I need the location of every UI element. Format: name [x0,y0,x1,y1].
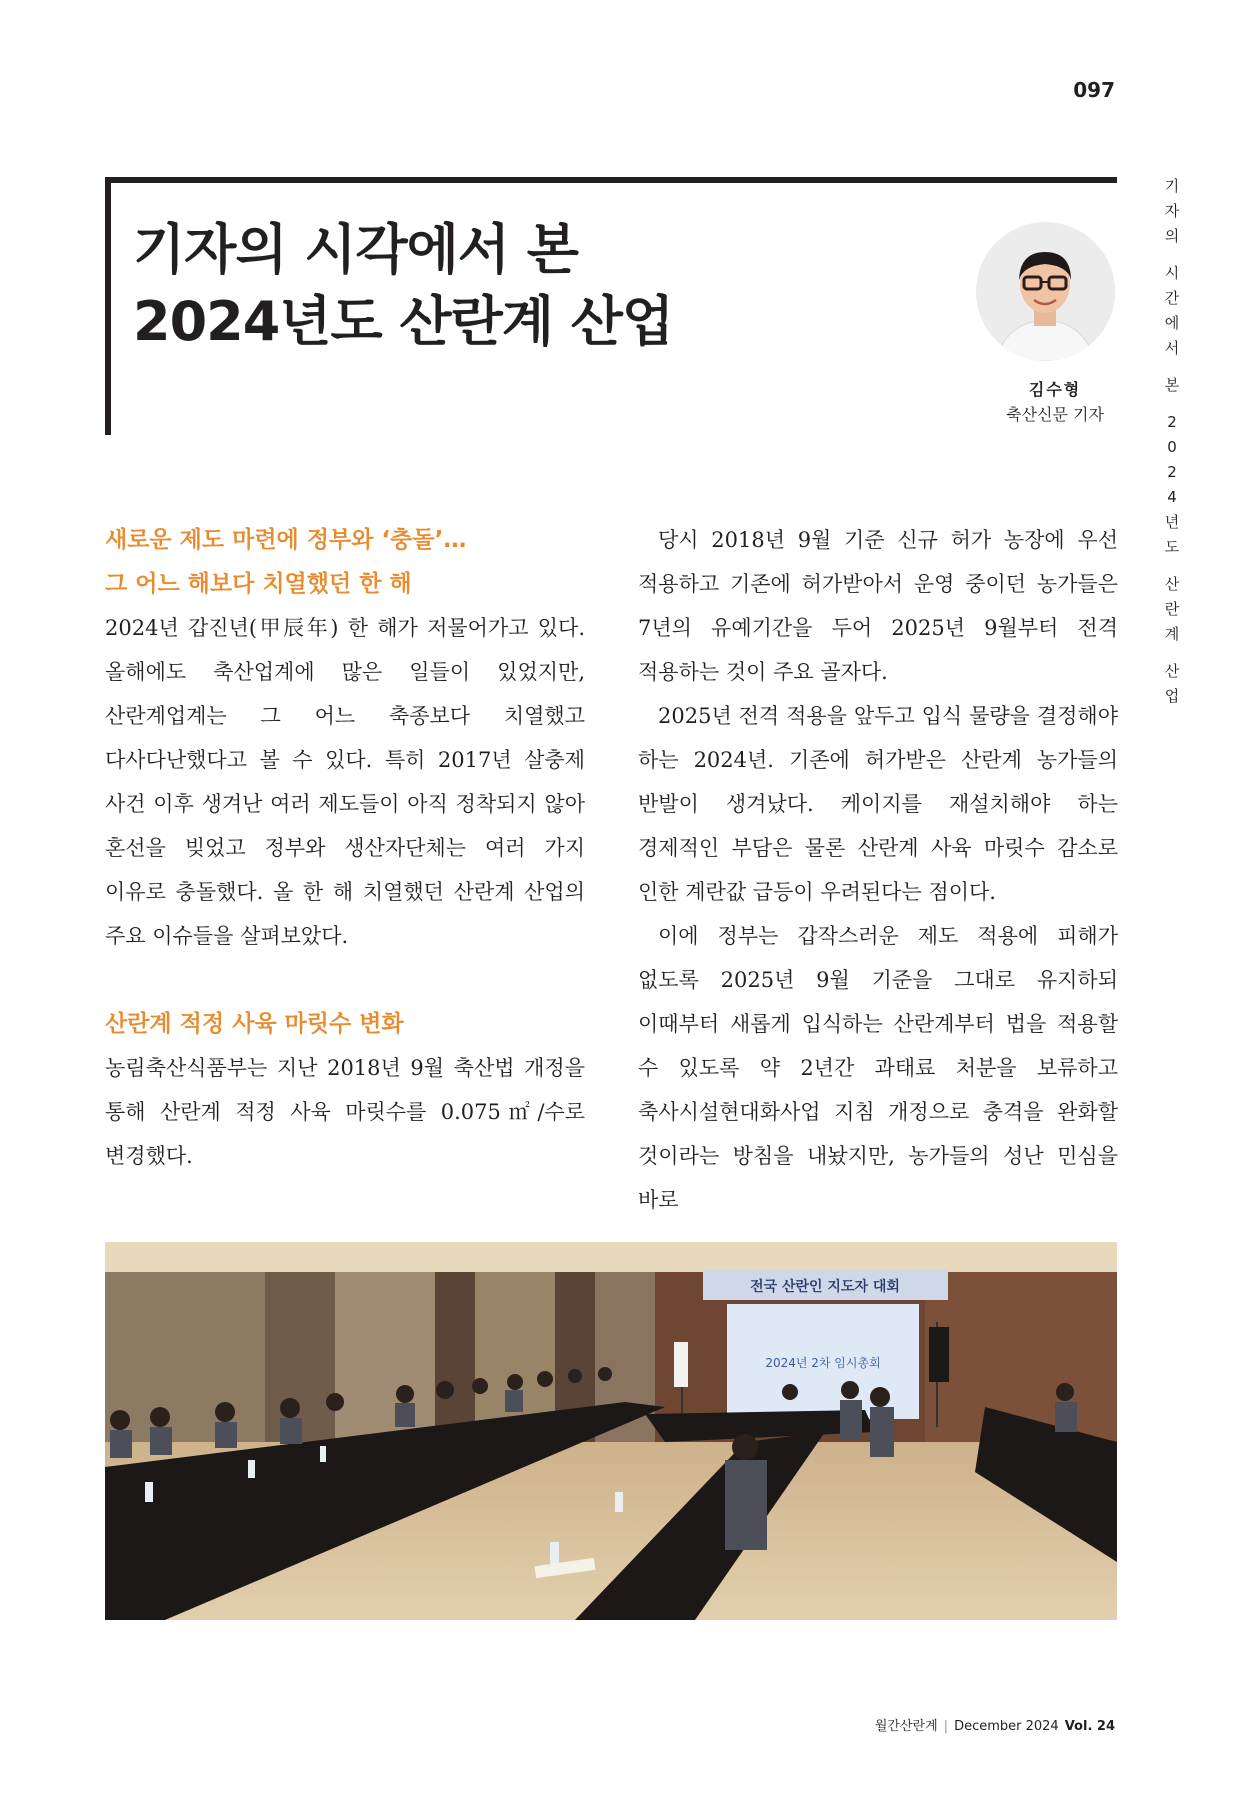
section-spacer [105,958,585,1002]
vertical-title-char: 도 [1164,538,1180,556]
vertical-title-char: 본 [1164,376,1180,394]
right-paragraph-3: 이에 정부는 갑작스러운 제도 적용에 피해가 없도록 2025년 9월 기준을 그대로 유지하되 이때부터 새롭게 입식하는 산란계부터 법을 적용할 수 있도록 약 2년간 과태료 처분을 보류하고 축사시설현대화사업 지침 개정으로 충격을 완화할 것이라는 방침을 내놨지만, 농가들의 성난 민심을 바로 [638,924,1118,1212]
title-line-2: 2024년도 산란계 산업 [133,290,674,353]
title-left-rule [105,177,111,435]
vertical-title-char: 2 [1167,413,1177,431]
vertical-title-char: 산 [1164,575,1180,593]
right-paragraph-1: 당시 2018년 9월 기준 신규 허가 농장에 우선 적용하고 기존에 허가받아서 운영 중이던 농가들은 7년의 유예기간을 두어 2025년 9월부터 전격 적용하는 것이 주요 골자다. [638,528,1118,684]
footer-volume: Vol. 24 [1064,1719,1115,1734]
vertical-title-char: 0 [1167,438,1177,456]
footer-magazine: 월간산란계 [874,1719,938,1734]
conference-photo [105,1242,1117,1620]
section-heading-1-line-2: 그 어느 해보다 치열했던 한 해 [105,571,412,597]
section-2-paragraph: 농림축산식품부는 지난 2018년 9월 축산법 개정을 통해 산란계 적정 사육 마릿수를 0.075㎡/수로 변경했다. [105,1056,585,1168]
author-name: 김수형 [1028,380,1082,399]
article-column-left [105,518,585,1178]
vertical-title-char: 에 [1164,314,1180,332]
article-column-right [638,518,1118,1222]
vertical-title-char: 업 [1164,687,1180,705]
vertical-title-char: 기 [1164,177,1180,195]
page-footer [875,1715,1115,1734]
author-portrait [976,222,1115,361]
vertical-running-title [1160,174,1184,709]
vertical-title-char: 자 [1164,202,1180,220]
vertical-title-char: 계 [1164,625,1180,643]
vertical-title-char: 간 [1164,289,1180,307]
title-top-rule [105,177,1117,183]
section-heading-2: 산란계 적정 사육 마릿수 변화 [105,1011,404,1037]
vertical-title-char: 산 [1164,662,1180,680]
page-title [133,214,673,358]
right-paragraph-2: 2025년 전격 적용을 앞두고 입식 물량을 결정해야 하는 2024년. 기존에 허가받은 산란계 농가들의 반발이 생겨났다. 케이지를 재설치해야 하는 경제적인 부담은 물론 산란계 사육 마릿수 감소로 인한 계란값 급등이 우려된다는 점이다. [638,704,1118,904]
page-number: 097 [1073,78,1115,102]
banner-text: 전국 산란인 지도자 대회 [750,1279,900,1295]
title-line-1: 기자의 시각에서 본 [133,218,578,281]
vertical-title-char: 4 [1167,488,1177,506]
footer-issue: December 2024 [954,1719,1059,1734]
vertical-title-char: 서 [1164,339,1180,357]
vertical-title-char: 2 [1167,463,1177,481]
vertical-title-char: 시 [1164,264,1180,282]
screen-title: 2024년 2차 임시총회 [765,1356,881,1370]
vertical-title-char: 년 [1164,513,1180,531]
section-1-paragraph: 2024년 갑진년(甲辰年) 한 해가 저물어가고 있다. 올해에도 축산업계에 많은 일들이 있었지만, 산란계업계는 그 어느 축종보다 치열했고 다사다난했다고 볼 수 있다. 특히 2017년 살충제 사건 이후 생겨난 여러 제도들이 아직 정착되지 않아 혼선을 빚었고 정부와 생산자단체는 여러 가지 이유로 충돌했다. 올 한 해 치열했던 산란계 산업의 주요 이슈들을 살펴보았다. [105,616,585,948]
vertical-title-char: 란 [1164,600,1180,618]
section-heading-1-line-1: 새로운 제도 마련에 정부와 ‘충돌’… [105,527,467,553]
footer-separator: | [943,1719,949,1734]
author-affiliation: 축산신문 기자 [1006,405,1104,424]
vertical-title-char: 의 [1164,227,1180,245]
